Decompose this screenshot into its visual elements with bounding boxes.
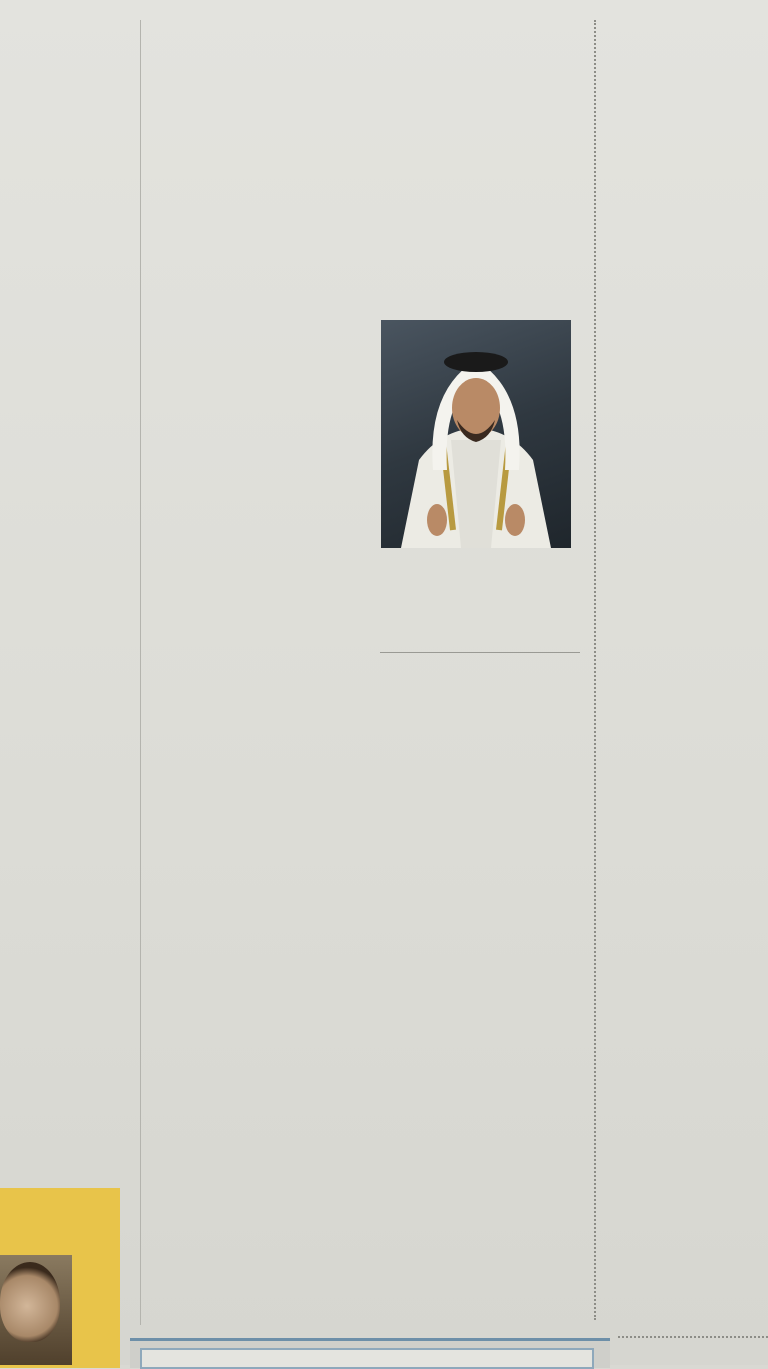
caption-divider [380, 652, 580, 653]
right-story [604, 0, 768, 1365]
right-bottom-rule [618, 1336, 768, 1338]
bottom-advert-box [140, 1348, 594, 1369]
left-story [0, 0, 132, 1365]
portrait-illustration [381, 320, 571, 548]
column-divider-dotted [594, 20, 596, 1320]
column-divider [140, 20, 141, 1325]
advertisement-portrait [0, 1262, 60, 1342]
crown-prince-photo [381, 320, 571, 548]
